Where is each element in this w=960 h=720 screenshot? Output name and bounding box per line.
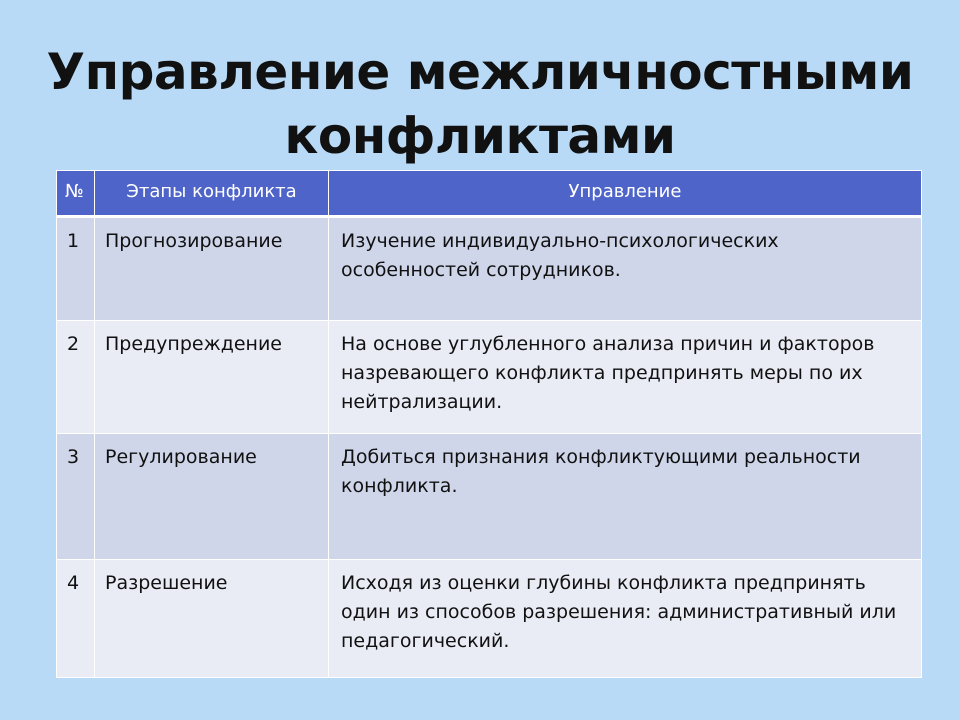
header-management: Управление — [329, 171, 922, 217]
slide-title-line-1: Управление межличностными — [46, 43, 914, 101]
row-management: Исходя из оценки глубины конфликта предпринять один из способов разрешения: административный или педагогический. — [329, 560, 922, 678]
row-management: Добиться признания конфликтующими реальности конфликта. — [329, 434, 922, 560]
row-stage: Предупреждение — [95, 321, 329, 434]
row-stage: Разрешение — [95, 560, 329, 678]
table-row — [57, 321, 922, 434]
conflict-management-table — [56, 170, 922, 678]
header-conflict-stages: Этапы конфликта — [95, 171, 329, 217]
table-header-row — [57, 171, 922, 217]
row-management: На основе углубленного анализа причин и факторов назревающего конфликта предпринять меры по их нейтрализации. — [329, 321, 922, 434]
slide-title-line-2: конфликтами — [284, 107, 676, 165]
row-number: 2 — [57, 321, 95, 434]
row-stage: Регулирование — [95, 434, 329, 560]
header-number: № — [57, 171, 95, 217]
slide-title — [0, 40, 960, 168]
table-row — [57, 434, 922, 560]
table-row — [57, 217, 922, 321]
row-management: Изучение индивидуально-психологических особенностей сотрудников. — [329, 217, 922, 321]
row-number: 1 — [57, 217, 95, 321]
row-number: 4 — [57, 560, 95, 678]
table-row — [57, 560, 922, 678]
row-number: 3 — [57, 434, 95, 560]
row-stage: Прогнозирование — [95, 217, 329, 321]
conflict-management-table-container — [56, 170, 921, 678]
